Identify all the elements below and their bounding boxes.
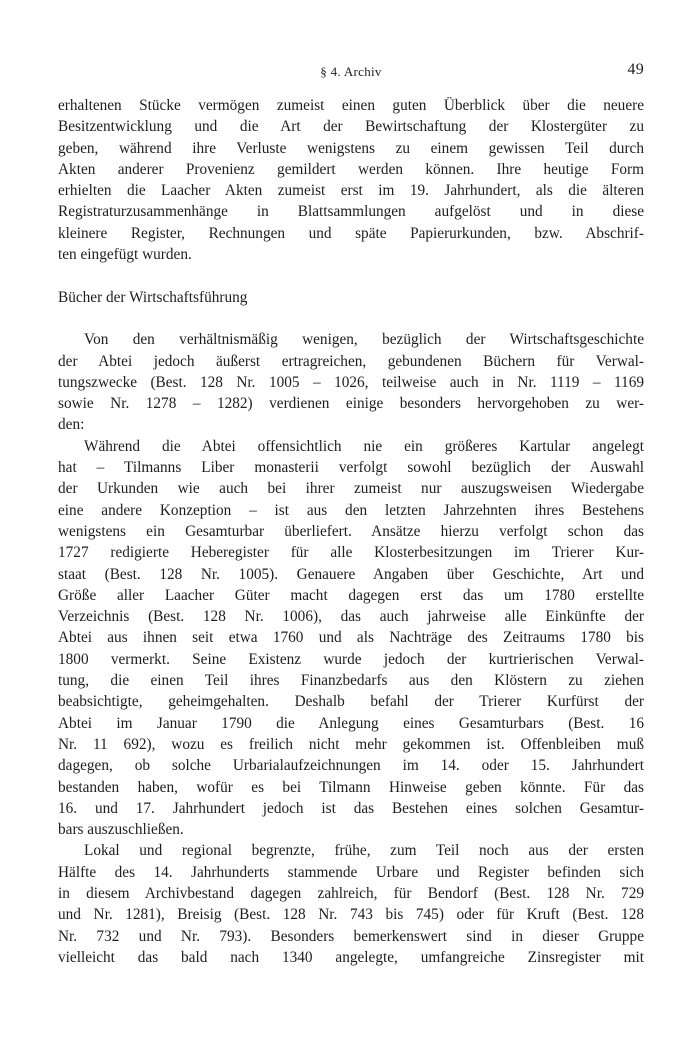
running-title: § 4. Archiv — [320, 64, 382, 79]
text-line: erhaltenen Stücke vermögen zumeist einen guten Überblick über die neuere — [58, 97, 644, 114]
text-line: geben, während ihre Verluste wenigstens zu einem gewissen Teil durch — [58, 139, 644, 157]
text-line: den: — [58, 416, 85, 434]
text-line: staat (Best. 128 Nr. 1005). Genauere Angaben über Geschichte, Art und — [58, 565, 644, 583]
section-heading: Bücher der Wirtschaftsführung — [58, 288, 248, 306]
text-line: Von den verhältnismäßig wenigen, bezüglich der Wirtschaftsgeschichte — [84, 331, 644, 349]
text-line: hat – Tilmanns Liber monasterii verfolgt sowohl bezüglich der Auswahl — [58, 459, 644, 477]
text-line: kleinere Register, Rechnungen und späte Papierurkunden, bzw. Abschrif- — [58, 224, 644, 242]
text-line: dagegen, ob solche Urbarialaufzeichnungen im 14. oder 15. Jahrhundert — [58, 757, 644, 775]
text-line: und Nr. 1281), Breisig (Best. 128 Nr. 743 bis 745) oder für Kruft (Best. 128 — [58, 906, 644, 924]
text-line: bars auszuschließen. — [58, 821, 184, 839]
text-line: Akten anderer Provenienz gemildert werden können. Ihre heutige Form — [58, 160, 644, 178]
text-line: bestanden haben, wofür es bei Tilmann Hinweise geben könnte. Für das — [58, 778, 644, 796]
text-line: Abtei aus ihnen seit etwa 1760 und als Nachträge des Zeitraums 1780 bis — [58, 629, 644, 647]
text-line: Abtei im Januar 1790 die Anlegung eines Gesamturbars (Best. 16 — [58, 714, 644, 732]
text-line: Verzeichnis (Best. 128 Nr. 1006), das auch jahrweise alle Einkünfte der — [58, 608, 644, 626]
page-number: 49 — [627, 61, 644, 78]
text-line: Besitzentwicklung und die Art der Bewirtschaftung der Klostergüter zu — [58, 118, 644, 136]
text-line: beabsichtigte, geheimgehalten. Deshalb befahl der Trierer Kurfürst der — [58, 693, 644, 711]
text-line: tung, die einen Teil ihres Finanzbedarfs aus den Klöstern zu ziehen — [58, 672, 644, 690]
running-head — [58, 61, 644, 83]
text-line: Lokal und regional begrenzte, frühe, zum Teil noch aus der ersten — [84, 842, 644, 860]
text-line: sowie Nr. 1278 – 1282) verdienen einige besonders hervorgehoben zu wer- — [58, 395, 644, 413]
text-line: wenigstens ein Gesamturbar überliefert. Ansätze hierzu verfolgt schon das — [58, 522, 644, 540]
text-line: 1800 vermerkt. Seine Existenz wurde jedoch der kurtrierischen Verwal- — [58, 650, 644, 668]
text-line: Registraturzusammenhänge in Blattsammlungen aufgelöst und in diese — [58, 203, 644, 221]
text-line: 1727 redigierte Heberegister für alle Klosterbesitzungen im Trierer Kur- — [58, 544, 644, 562]
text-line: der Abtei jedoch äußerst ertragreichen, gebundenen Büchern für Verwal- — [58, 352, 644, 370]
text-line: ten eingefügt wurden. — [58, 246, 192, 264]
text-line: Größe aller Laacher Güter macht dagegen erst das um 1780 erstellte — [58, 586, 644, 604]
text-line: Nr. 732 und Nr. 793). Besonders bemerkenswert sind in dieser Gruppe — [58, 927, 644, 945]
text-line: Hälfte des 14. Jahrhunderts stammende Urbare und Register befinden sich — [58, 863, 644, 881]
paragraph-1 — [58, 95, 644, 265]
body-text — [58, 95, 644, 968]
text-line: der Urkunden wie auch bei ihrer zumeist nur auszugsweisen Wiedergabe — [58, 480, 644, 498]
text-line: tungszwecke (Best. 128 Nr. 1005 – 1026, teilweise auch in Nr. 1119 – 1169 — [58, 373, 644, 391]
text-line: Nr. 11 692), wozu es freilich nicht mehr gekommen ist. Offenbleiben muß — [58, 735, 644, 753]
text-line: Während die Abtei offensichtlich nie ein größeres Kartular angelegt — [84, 437, 644, 455]
paragraph-2 — [58, 329, 644, 435]
paragraph-4 — [58, 840, 644, 968]
text-line: erhielten die Laacher Akten zumeist erst im 19. Jahrhundert, als die älteren — [58, 182, 644, 200]
text-line: eine andere Konzeption – ist aus den letzten Jahrzehnten ihres Bestehens — [58, 501, 644, 519]
text-line: vielleicht das bald nach 1340 angelegte, umfangreiche Zinsregister mit — [58, 948, 644, 966]
paragraph-3 — [58, 436, 644, 841]
text-line: 16. und 17. Jahrhundert jedoch ist das Bestehen eines solchen Gesamtur- — [58, 799, 644, 817]
text-line: in diesem Archivbestand dagegen zahlreich, für Bendorf (Best. 128 Nr. 729 — [58, 884, 644, 902]
